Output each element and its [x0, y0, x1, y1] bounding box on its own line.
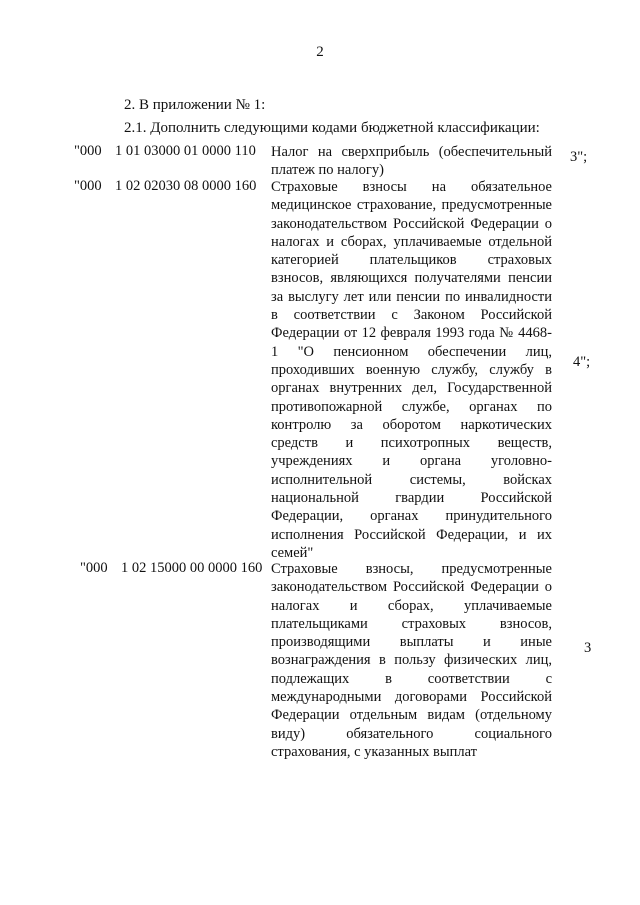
code-description: Страховые взносы, предусмотренные законодательством Российской Федерации о налогах и сборах, уплачиваемые плательщиками страховых взносов, производящими выплаты и иные вознаграждения в пользу физических лиц, подлежащих в соответствии с международными договорами Российской Федерации отдельным видам (отдельному виду) обязательного социального страхования, с указанных выплат	[271, 561, 552, 760]
budget-code: 1 02 15000 00 0000 160	[121, 560, 263, 576]
code-description: Налог на сверхприбыль (обеспечительный платеж по налогу)	[271, 144, 552, 179]
paragraph-appendix-reference: 2. В приложении № 1:	[124, 97, 266, 113]
row-prefix: "000	[74, 178, 102, 194]
row-suffix: 3	[584, 640, 592, 656]
paragraph-add-codes: 2.1. Дополнить следующими кодами бюджетной классификации:	[124, 120, 540, 136]
page-number: 2	[316, 44, 324, 60]
budget-code: 1 01 03000 01 0000 110	[115, 143, 256, 159]
row-suffix: 3";	[570, 149, 588, 165]
budget-code: 1 02 02030 08 0000 160	[115, 178, 257, 194]
row-prefix: "000	[80, 560, 108, 576]
row-suffix: 4";	[573, 354, 591, 370]
row-prefix: "000	[74, 143, 102, 159]
code-description: Страховые взносы на обязательное медицинское страхование, предусмотренные законодательством Российской Федерации о налогах и сборах, уплачиваемые отдельной категорией плательщиков страховых взносов, являющихся получателями пенсии за выслугу лет или пенсии по инвалидности в соответствии с Законом Российской Федерации от 12 февраля 1993 года № 4468-1 "О пенсионном обеспечении лиц, проходивших военную службу, службу в органах внутренних дел, Государственной противопожарной службе, органах по контролю за оборотом наркотических средств и психотропных веществ, учреждениях и органа уголовно-исполнительной системы, войсках национальной гвардии Российской Федерации, органах принудительного исполнения Российской Федерации, и их семей"	[271, 179, 552, 561]
